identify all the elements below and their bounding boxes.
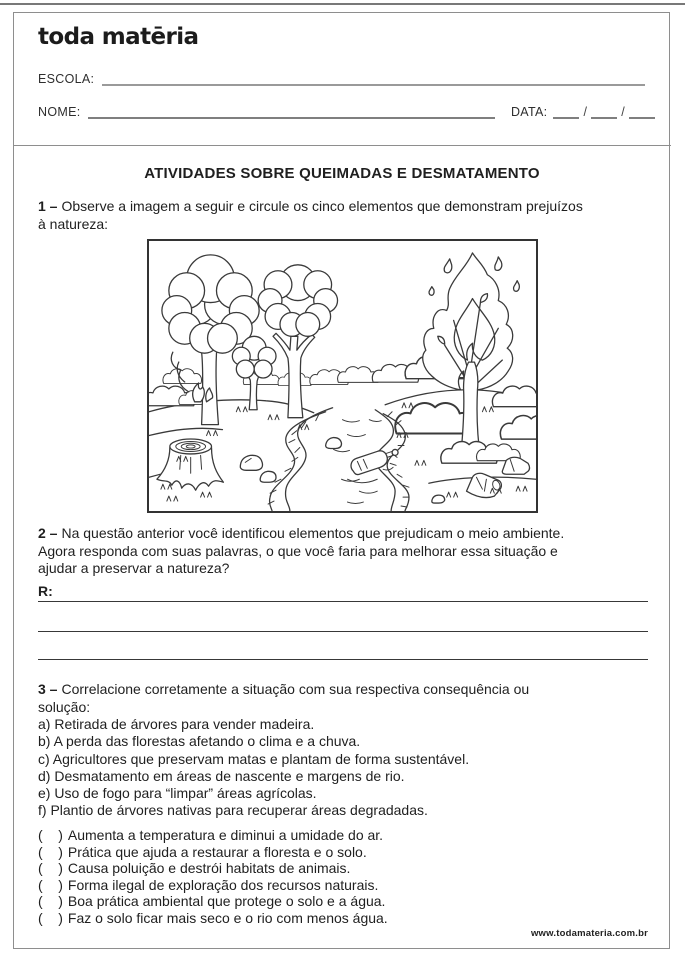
answer-line-1[interactable] (38, 601, 648, 602)
plastic-bottle (347, 449, 398, 482)
page-top-rule (0, 3, 685, 5)
q3-item-f: f) Plantio de árvores nativas para recuperar áreas degradadas. (38, 802, 428, 819)
illustration-box (147, 239, 538, 513)
match-text-2: Prática que ajuda a restaurar a floresta e o solo. (67, 843, 367, 860)
match-row (38, 844, 644, 861)
date-year-line[interactable] (629, 101, 655, 119)
q1-line-2: à natureza: (38, 215, 109, 232)
match-row (38, 877, 644, 894)
tree-small (232, 336, 276, 409)
name-input-line[interactable] (88, 101, 494, 119)
school-input-line[interactable] (102, 68, 645, 86)
q3-line-1 (38, 681, 644, 699)
school-field-row (38, 68, 645, 86)
answer-line-2[interactable] (38, 631, 648, 632)
date-separator-1: / (583, 105, 588, 119)
match-blank-5[interactable]: ( ) (38, 893, 63, 910)
header-divider (13, 145, 671, 146)
q3-number: 3 – (38, 681, 58, 697)
q3-option-list (38, 716, 644, 820)
q1-text: Observe a imagem a seguir e circule os cinco elementos que demonstram prejuízos (61, 198, 583, 214)
q2-line-3: ajudar a preservar a natureza? (38, 560, 230, 576)
match-blank-4[interactable]: ( ) (38, 876, 63, 893)
name-date-row (38, 101, 655, 119)
q2-number: 2 – (38, 525, 58, 541)
date-label: DATA: (510, 105, 548, 119)
match-row (38, 860, 644, 877)
match-text-5: Boa prática ambiental que protege o solo e a água. (67, 893, 386, 910)
q2-line-2: Agora responda com suas palavras, o que você faria para melhorar essa situação e (38, 542, 558, 559)
q1-number: 1 – (38, 198, 58, 214)
q3-item-b: b) A perda das florestas afetando o clima e a chuva. (38, 733, 361, 750)
name-label: NOME: (38, 105, 81, 119)
answer-line-3[interactable] (38, 659, 648, 660)
match-blank-3[interactable]: ( ) (38, 860, 63, 877)
q3-match-list (38, 827, 644, 927)
date-month-line[interactable] (591, 101, 617, 119)
date-separator-2: / (621, 105, 625, 119)
match-blank-6[interactable]: ( ) (38, 909, 63, 926)
q3-text: Correlacione corretamente a situação com sua respectiva consequência ou (61, 681, 530, 697)
forest-illustration (149, 241, 536, 511)
q3-item-c: c) Agricultores que preservam matas e plantam de forma sustentável. (38, 750, 470, 767)
match-row (38, 827, 644, 844)
q3-item-e: e) Uso de fogo para “limpar” áreas agrícolas. (38, 785, 317, 802)
match-text-4: Forma ilegal de exploração dos recursos naturais. (67, 876, 379, 893)
toda-materia-logo: toda matēria (38, 24, 199, 50)
q3-item-a: a) Retirada de árvores para vender madeira. (38, 716, 315, 732)
match-text-1: Aumenta a temperatura e diminui a umidade do ar. (67, 827, 384, 843)
q2-line-1 (38, 525, 644, 543)
q3-item-d: d) Desmatamento em áreas de nascente e margens de rio. (38, 767, 405, 784)
q3-line-2: solução: (38, 698, 91, 715)
answer-prefix: R: (38, 583, 53, 599)
match-row (38, 893, 644, 910)
q2-text: Na questão anterior você identificou elementos que prejudicam o meio ambiente. (61, 525, 565, 541)
worksheet-title: ATIVIDADES SOBRE QUEIMADAS E DESMATAMENTO (144, 165, 540, 182)
q1-line-1 (38, 198, 644, 216)
match-blank-2[interactable]: ( ) (38, 843, 63, 860)
match-blank-1[interactable]: ( ) (38, 827, 63, 843)
match-text-3: Causa poluição e destrói habitats de animais. (67, 860, 351, 877)
question-2 (38, 525, 644, 578)
tree-stump (157, 439, 223, 490)
question-3 (38, 681, 644, 716)
footer-url: www.todamateria.com.br (530, 928, 648, 939)
match-text-6: Faz o solo ficar mais seco e o rio com menos água. (67, 909, 388, 926)
match-row (38, 910, 644, 927)
date-day-line[interactable] (553, 101, 579, 119)
tree-center (258, 265, 337, 418)
question-1 (38, 198, 644, 233)
school-label: ESCOLA: (38, 72, 95, 86)
